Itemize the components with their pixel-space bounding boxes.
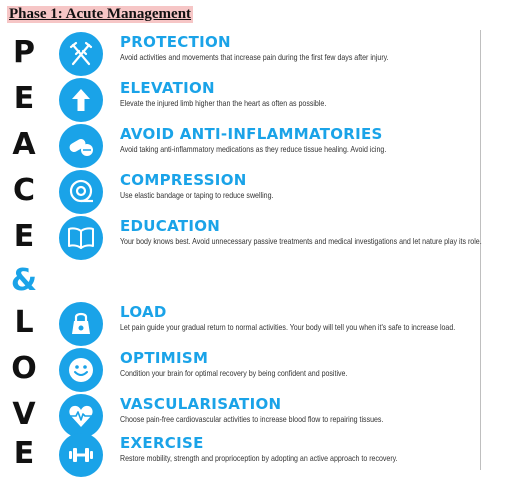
love-row-exercise: [0, 432, 511, 478]
row-heading: OPTIMISM: [120, 349, 209, 367]
peace-row-compression: [0, 169, 511, 215]
row-letter: O: [11, 351, 37, 386]
row-description: Your body knows best. Avoid unnecessary passive treatments and medical investigations and let nature play its role.: [120, 237, 482, 246]
row-heading: PROTECTION: [120, 33, 231, 51]
row-description: Condition your brain for optimal recovery by being confident and positive.: [120, 369, 348, 378]
love-row-load: [0, 301, 511, 347]
love-row-optimism: [0, 347, 511, 393]
peace-row-protection: [0, 31, 511, 77]
ampersand: &: [10, 263, 38, 298]
smiley-icon: [59, 348, 103, 392]
row-letter: E: [13, 81, 35, 116]
peace-row-education: [0, 215, 511, 261]
row-letter: P: [13, 35, 35, 70]
row-description: Let pain guide your gradual return to normal activities. Your body will tell you when it's safe to increase load.: [120, 323, 456, 332]
row-heading: ELEVATION: [120, 79, 215, 97]
row-heading: VASCULARISATION: [120, 395, 282, 413]
dumbbell-icon: [59, 433, 103, 477]
phase-title: Phase 1: Acute Management: [9, 6, 192, 22]
open-book-icon: [59, 216, 103, 260]
kettlebell-icon: [59, 302, 103, 346]
peace-row-avoid-anti-inflammatories: [0, 123, 511, 169]
crossed-crutches-icon: [59, 32, 103, 76]
row-heading: EXERCISE: [120, 434, 204, 452]
row-letter: E: [13, 219, 35, 254]
row-letter: L: [14, 305, 34, 340]
row-letter: C: [12, 173, 36, 208]
up-arrow-icon: [59, 78, 103, 122]
row-description: Use elastic bandage or taping to reduce swelling.: [120, 191, 274, 200]
row-description: Elevate the injured limb higher than the heart as often as possible.: [120, 99, 327, 108]
row-letter: A: [12, 127, 36, 162]
row-description: Choose pain-free cardiovascular activities to increase blood flow to repairing tissues.: [120, 415, 384, 424]
row-heading: EDUCATION: [120, 217, 221, 235]
pills-icon: [59, 124, 103, 168]
row-description: Avoid activities and movements that increase pain during the first few days after injury.: [120, 53, 389, 62]
row-description: Avoid taking anti-inflammatory medications as they reduce tissue healing. Avoid icing.: [120, 145, 387, 154]
peace-row-elevation: [0, 77, 511, 123]
row-heading: AVOID ANTI-INFLAMMATORIES: [120, 125, 383, 143]
row-heading: LOAD: [120, 303, 167, 321]
row-description: Restore mobility, strength and proprioception by adopting an active approach to recovery.: [120, 454, 398, 463]
row-letter: V: [12, 397, 36, 432]
ampersand-row: [0, 259, 511, 305]
bandage-roll-icon: [59, 170, 103, 214]
row-heading: COMPRESSION: [120, 171, 247, 189]
row-letter: E: [13, 436, 35, 471]
